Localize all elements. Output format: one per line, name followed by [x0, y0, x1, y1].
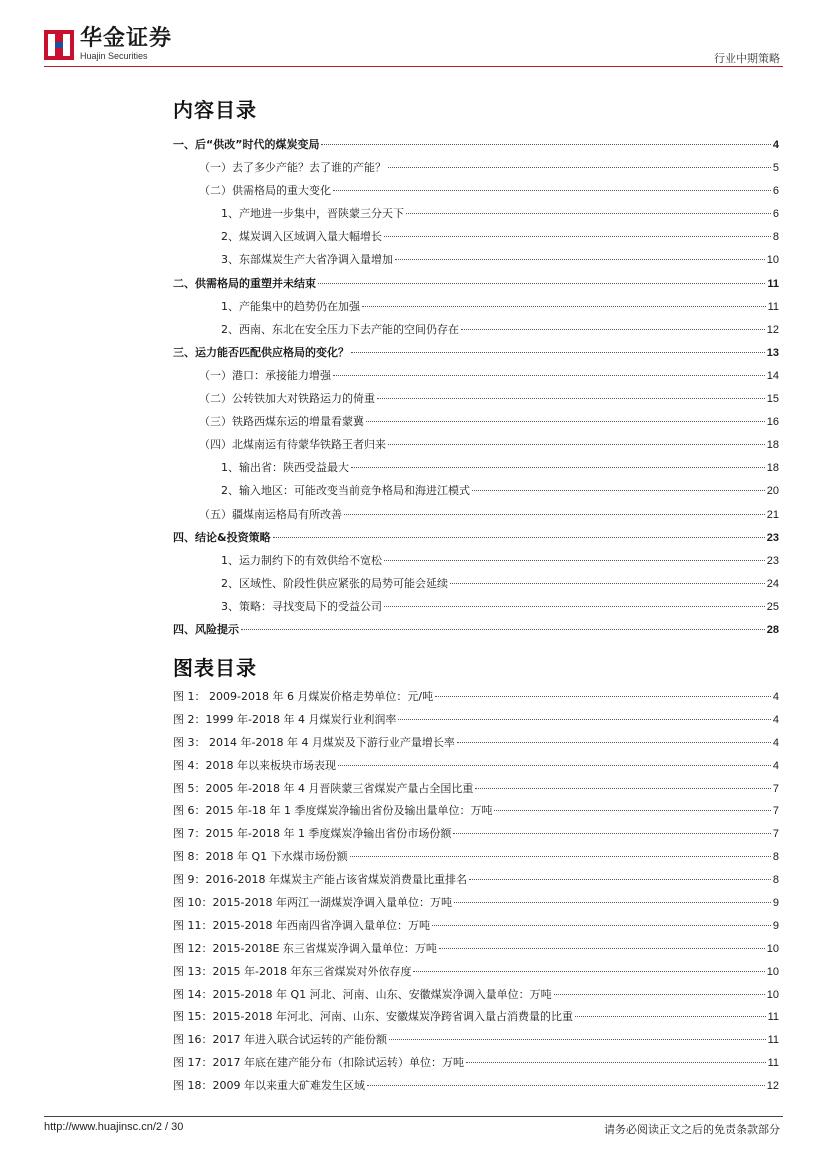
figure-entry-title: 图 6：2015 年-18 年 1 季度煤炭净输出省份及输出量单位：万吨 [173, 804, 493, 818]
dot-leader [388, 444, 765, 445]
figure-entry-title: 图 16：2017 年进入联合试运转的产能份额 [173, 1033, 387, 1047]
toc-entry-page-number: 18 [766, 439, 779, 452]
figure-entry-title: 图 11：2015-2018 年西南四省净调入量单位：万吨 [173, 918, 430, 932]
figure-entry[interactable] [173, 984, 779, 1007]
dot-leader [575, 1016, 766, 1017]
dot-leader [554, 994, 765, 995]
dot-leader [384, 236, 771, 237]
toc-entry-page-number: 6 [772, 208, 779, 221]
figure-entry[interactable] [173, 892, 779, 915]
toc-entry-page-number: 11 [767, 300, 779, 313]
figure-entry-title: 图 2：1999 年-2018 年 4 月煤炭行业利润率 [173, 712, 397, 726]
figure-entry[interactable] [173, 1075, 779, 1098]
dot-leader [344, 514, 765, 515]
dot-leader [395, 259, 765, 260]
dot-leader [461, 329, 765, 330]
figure-entry[interactable] [173, 709, 779, 732]
dot-leader [338, 765, 771, 766]
figure-entry-title: 图 10：2015-2018 年两江一湖煤炭净调入量单位：万吨 [173, 896, 452, 910]
toc-entry-page-number: 6 [772, 185, 779, 198]
figure-entry-title: 图 12：2015-2018E 东三省煤炭净调入量单位：万吨 [173, 941, 437, 955]
figure-entry-page-number: 4 [772, 713, 779, 726]
figure-entry[interactable] [173, 823, 779, 846]
toc-entry-title: （五）疆煤南运格局有所改善 [199, 507, 342, 521]
toc-entry[interactable] [173, 503, 779, 526]
dot-leader [366, 421, 765, 422]
toc-entry[interactable] [173, 295, 779, 318]
dot-leader [453, 833, 770, 834]
figure-entry-title: 图 15：2015-2018 年河北、河南、山东、安徽煤炭净跨省调入量占消费量的比重 [173, 1010, 573, 1024]
footer-divider [44, 1116, 783, 1117]
dot-leader [435, 696, 771, 697]
figure-entry-title: 图 18：2009 年以来重大矿难发生区域 [173, 1079, 365, 1093]
footer-disclaimer: 请务必阅读正文之后的免责条款部分 [604, 1123, 780, 1136]
figure-entry[interactable] [173, 1052, 779, 1075]
dot-leader [406, 213, 771, 214]
dot-leader [389, 1039, 766, 1040]
figure-entry[interactable] [173, 778, 779, 801]
figure-entry-page-number: 4 [772, 736, 779, 749]
toc-entry[interactable] [173, 433, 779, 456]
figure-entry-page-number: 7 [772, 782, 779, 795]
toc-entry-title: 1、产能集中的趋势仍在加强 [221, 299, 360, 313]
figure-entry-page-number: 8 [772, 874, 779, 887]
figure-entry[interactable] [173, 915, 779, 938]
dot-leader [466, 1062, 766, 1063]
dot-leader [469, 879, 771, 880]
figure-entry-title: 图 3： 2014 年-2018 年 4 月煤炭及下游行业产量增长率 [173, 735, 455, 749]
dot-leader [450, 583, 765, 584]
dot-leader [454, 902, 771, 903]
toc-entry-title: 1、产地进一步集中，晋陕蒙三分天下 [221, 207, 404, 221]
figure-entry-page-number: 8 [772, 851, 779, 864]
logo-english-name: Huajin Securities [80, 51, 148, 61]
toc-entry-page-number: 25 [766, 600, 779, 613]
figure-entry-title: 图 7：2015 年-2018 年 1 季度煤炭净输出省份市场份额 [173, 827, 452, 841]
figure-entry-page-number: 7 [772, 828, 779, 841]
dot-leader [333, 190, 771, 191]
dot-leader [351, 352, 765, 353]
dot-leader [475, 788, 770, 789]
toc-entry-title: 四、风险提示 [173, 622, 239, 636]
figure-entry-title: 图 13：2015 年-2018 年东三省煤炭对外依存度 [173, 964, 412, 978]
toc-entry[interactable] [173, 179, 779, 202]
toc-entry[interactable] [173, 618, 779, 641]
toc-entry[interactable] [173, 410, 779, 433]
figure-entry[interactable] [173, 732, 779, 755]
figure-entry-title: 图 9：2016-2018 年煤炭主产能占该省煤炭消费量比重排名 [173, 873, 467, 887]
toc-entry-title: 三、运力能否匹配供应格局的变化？ [173, 345, 349, 359]
toc-entry-page-number: 13 [766, 346, 779, 359]
dot-leader [457, 742, 771, 743]
figure-entry-page-number: 12 [766, 1080, 779, 1093]
figure-entry-page-number: 11 [767, 1011, 779, 1024]
toc-entry[interactable] [173, 225, 779, 248]
toc-entry-page-number: 15 [766, 393, 779, 406]
toc-entry-title: 二、供需格局的重塑并未结束 [173, 276, 316, 290]
toc-entry[interactable] [173, 456, 779, 479]
footer-url-page[interactable]: http://www.huajinsc.cn/2 / 30 [44, 1121, 184, 1133]
dot-leader [384, 560, 765, 561]
figure-entry-page-number: 11 [767, 1034, 779, 1047]
figure-entry-title: 图 17：2017 年底在建产能分布（扣除试运转）单位：万吨 [173, 1056, 464, 1070]
toc-entry-title: （三）铁路西煤东运的增量看蒙冀 [199, 415, 364, 429]
dot-leader [439, 948, 765, 949]
figure-entry-title: 图 4：2018 年以来板块市场表现 [173, 758, 336, 772]
figure-entry[interactable] [173, 846, 779, 869]
figure-entry-title: 图 14：2015-2018 年 Q1 河北、河南、山东、安徽煤炭净调入量单位：万吨 [173, 987, 552, 1001]
toc-entry-page-number: 5 [772, 162, 779, 175]
toc-entry-title: （二）公转铁加大对铁路运力的倚重 [199, 392, 375, 406]
figure-entry-page-number: 7 [772, 805, 779, 818]
toc-entry-title: 1、输出省：陕西受益最大 [221, 461, 349, 475]
dot-leader [388, 167, 771, 168]
toc-entry-page-number: 11 [767, 277, 779, 290]
toc-entry[interactable] [173, 364, 779, 387]
dot-leader [333, 375, 765, 376]
figure-entry[interactable] [173, 1029, 779, 1052]
toc-entry-page-number: 8 [772, 231, 779, 244]
toc-entry-title: 3、东部煤炭生产大省净调入量增加 [221, 253, 393, 267]
toc-entry[interactable] [173, 595, 779, 618]
huajin-logo-icon [44, 30, 74, 60]
header-divider [44, 66, 783, 67]
toc-entry[interactable] [173, 156, 779, 179]
figure-entry-page-number: 10 [766, 965, 779, 978]
company-logo [44, 28, 172, 61]
dot-leader [432, 925, 771, 926]
dot-leader [472, 490, 765, 491]
figure-entry[interactable] [173, 686, 779, 709]
toc-entry-page-number: 23 [766, 554, 779, 567]
toc-entry-page-number: 4 [772, 139, 779, 151]
dot-leader [241, 629, 765, 630]
toc-entry-page-number: 16 [766, 416, 779, 429]
toc-entry[interactable] [173, 248, 779, 271]
toc-entry-title: 3、策略：寻找变局下的受益公司 [221, 599, 382, 613]
figure-entry[interactable] [173, 755, 779, 778]
toc-entry[interactable] [173, 272, 779, 295]
figure-entry-page-number: 11 [767, 1057, 779, 1070]
toc-entry[interactable] [173, 202, 779, 225]
dot-leader [384, 606, 765, 607]
toc-entry[interactable] [173, 549, 779, 572]
toc-entry-title: 2、区域性、阶段性供应紧张的局势可能会延续 [221, 576, 448, 590]
figure-list [173, 686, 779, 1098]
figure-entry[interactable] [173, 1006, 779, 1029]
toc-entry[interactable] [173, 572, 779, 595]
dot-leader [367, 1085, 765, 1086]
toc-entry-title: 2、西南、东北在安全压力下去产能的空间仍存在 [221, 322, 459, 336]
toc-entry-page-number: 10 [766, 254, 779, 267]
dot-leader [377, 398, 765, 399]
toc-entry-title: 2、输入地区：可能改变当前竞争格局和海进江模式 [221, 484, 470, 498]
toc-entry-page-number: 21 [766, 508, 779, 521]
figure-entry[interactable] [173, 961, 779, 984]
toc-entry[interactable] [173, 479, 779, 502]
figure-entry-title: 图 5：2005 年-2018 年 4 月晋陕蒙三省煤炭产量占全国比重 [173, 781, 474, 795]
toc-entry-title: 一、后“供改”时代的煤炭变局 [173, 138, 320, 151]
report-type: 行业中期策略 [714, 52, 780, 65]
figure-entry-page-number: 10 [766, 942, 779, 955]
dot-leader [494, 810, 770, 811]
toc-entry-page-number: 23 [766, 531, 779, 544]
dot-leader [351, 467, 765, 468]
toc-title: 内容目录 [173, 98, 257, 122]
toc-entry[interactable] [173, 387, 779, 410]
toc-entry[interactable] [173, 526, 779, 549]
toc-entry-title: （四）北煤南运有待蒙华铁路王者归来 [199, 438, 386, 452]
figure-entry[interactable] [173, 938, 779, 961]
dot-leader [273, 537, 765, 538]
toc-entry[interactable] [173, 341, 779, 364]
figure-entry-page-number: 9 [772, 897, 779, 910]
logo-chinese-name: 华金证券 [80, 26, 173, 51]
toc-entry-page-number: 12 [766, 323, 779, 336]
dot-leader [321, 144, 770, 145]
figure-entry-page-number: 4 [772, 759, 779, 772]
figure-entry-page-number: 4 [772, 691, 779, 703]
dot-leader [350, 856, 771, 857]
toc-entry-page-number: 28 [766, 623, 779, 636]
figure-entry[interactable] [173, 869, 779, 892]
toc-entry-page-number: 18 [766, 462, 779, 475]
dot-leader [413, 971, 764, 972]
toc-entry-page-number: 24 [766, 577, 779, 590]
figure-entry-page-number: 9 [772, 919, 779, 932]
figure-entry-title: 图 8：2018 年 Q1 下水煤市场份额 [173, 850, 348, 864]
dot-leader [398, 719, 770, 720]
toc-entry-title: 2、煤炭调入区域调入量大幅增长 [221, 230, 382, 244]
dot-leader [362, 306, 766, 307]
figure-entry-page-number: 10 [766, 988, 779, 1001]
toc-entry-title: （一）港口：承接能力增强 [199, 368, 331, 382]
page-header [0, 0, 827, 70]
table-of-contents [173, 133, 779, 641]
toc-entry-title: 1、运力制约下的有效供给不宽松 [221, 553, 382, 567]
toc-entry-page-number: 20 [766, 485, 779, 498]
figures-title: 图表目录 [173, 656, 257, 680]
toc-entry-title: （一）去了多少产能？去了谁的产能？ [199, 161, 386, 175]
dot-leader [318, 283, 765, 284]
toc-entry[interactable] [173, 133, 779, 156]
figure-entry-title: 图 1： 2009-2018 年 6 月煤炭价格走势单位：元/吨 [173, 690, 434, 703]
figure-entry[interactable] [173, 800, 779, 823]
toc-entry-title: （二）供需格局的重大变化 [199, 184, 331, 198]
toc-entry-page-number: 14 [766, 369, 779, 382]
toc-entry-title: 四、结论&投资策略 [173, 530, 271, 544]
toc-entry[interactable] [173, 318, 779, 341]
